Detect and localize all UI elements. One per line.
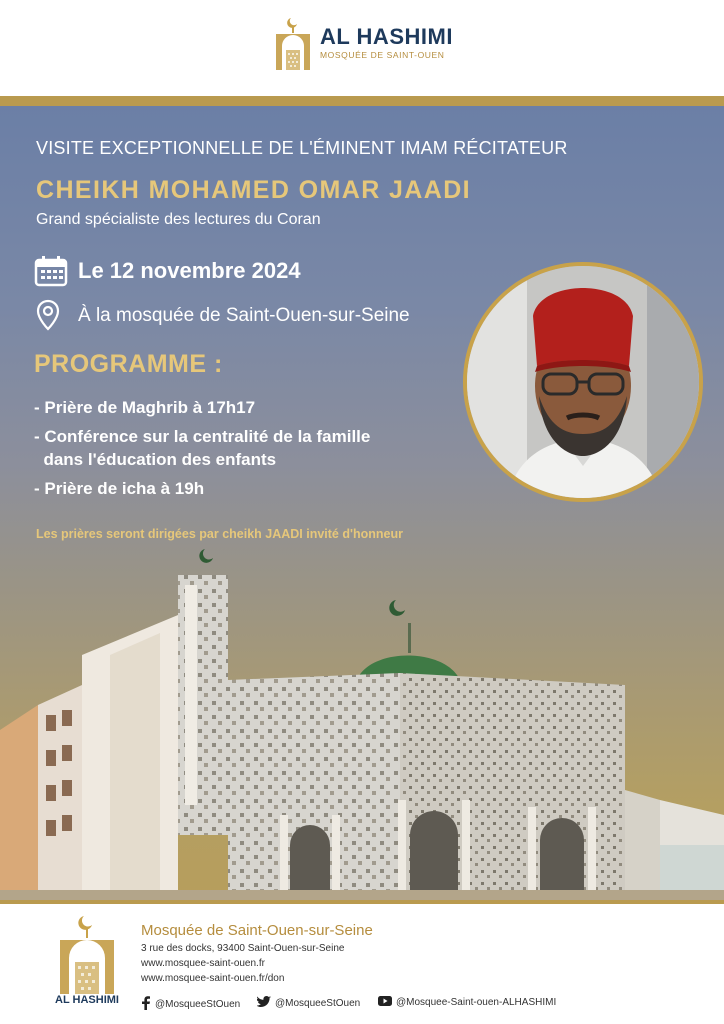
- honor-note: Les prières seront dirigées par cheikh JAADI invité d'honneur: [36, 527, 403, 541]
- program-item: - Prière de icha à 19h: [34, 479, 205, 498]
- facebook-handle: @MosqueeStOuen: [155, 999, 241, 1010]
- event-place: À la mosquée de Saint-Ouen-sur-Seine: [78, 305, 410, 326]
- logo-subtitle: MOSQUÉE DE SAINT-OUEN: [320, 50, 445, 60]
- twitter-handle: @MosqueeStOuen: [275, 998, 361, 1009]
- header: [0, 0, 724, 96]
- facebook-link[interactable]: [141, 996, 240, 1013]
- footer-mosque-logo-icon: [56, 914, 118, 1004]
- visit-heading: VISITE EXCEPTIONNELLE DE L'ÉMINENT IMAM RÉCITATEUR: [36, 138, 568, 158]
- twitter-link[interactable]: [257, 996, 360, 1011]
- program-item: dans l'éducation des enfants: [34, 450, 277, 469]
- program-title: PROGRAMME :: [34, 350, 223, 378]
- footer-title: Mosquée de Saint-Ouen-sur-Seine: [141, 922, 373, 939]
- imam-portrait: [463, 262, 703, 502]
- facebook-icon: [141, 996, 151, 1013]
- imam-specialty: Grand spécialiste des lectures du Coran: [36, 211, 321, 228]
- mosque-logo-icon: [274, 14, 312, 72]
- footer-address: 3 rue des docks, 93400 Saint-Ouen-sur-Seine: [141, 943, 345, 954]
- calendar-icon: [34, 255, 68, 287]
- footer-donate-link[interactable]: www.mosquee-saint-ouen.fr/don: [141, 973, 285, 984]
- top-gold-divider: [0, 96, 724, 106]
- twitter-icon: [257, 996, 271, 1011]
- footer-website-link[interactable]: www.mosquee-saint-ouen.fr: [141, 958, 265, 969]
- location-pin-icon: [36, 299, 60, 331]
- footer-logo-text: AL HASHIMI: [55, 994, 119, 1006]
- event-date: Le 12 novembre 2024: [78, 258, 301, 283]
- program-item: - Prière de Maghrib à 17h17: [34, 398, 256, 417]
- imam-name: CHEIKH MOHAMED OMAR JAADI: [36, 176, 471, 204]
- youtube-link[interactable]: [378, 996, 556, 1009]
- youtube-handle: @Mosquee-Saint-ouen-ALHASHIMI: [396, 997, 557, 1008]
- mosque-building-illustration: [0, 545, 724, 902]
- program-item: - Conférence sur la centralité de la famille: [34, 427, 371, 446]
- program-list: [34, 396, 370, 506]
- logo-title: AL HASHIMI: [320, 24, 453, 49]
- header-logo: [274, 14, 453, 72]
- youtube-icon: [378, 996, 392, 1009]
